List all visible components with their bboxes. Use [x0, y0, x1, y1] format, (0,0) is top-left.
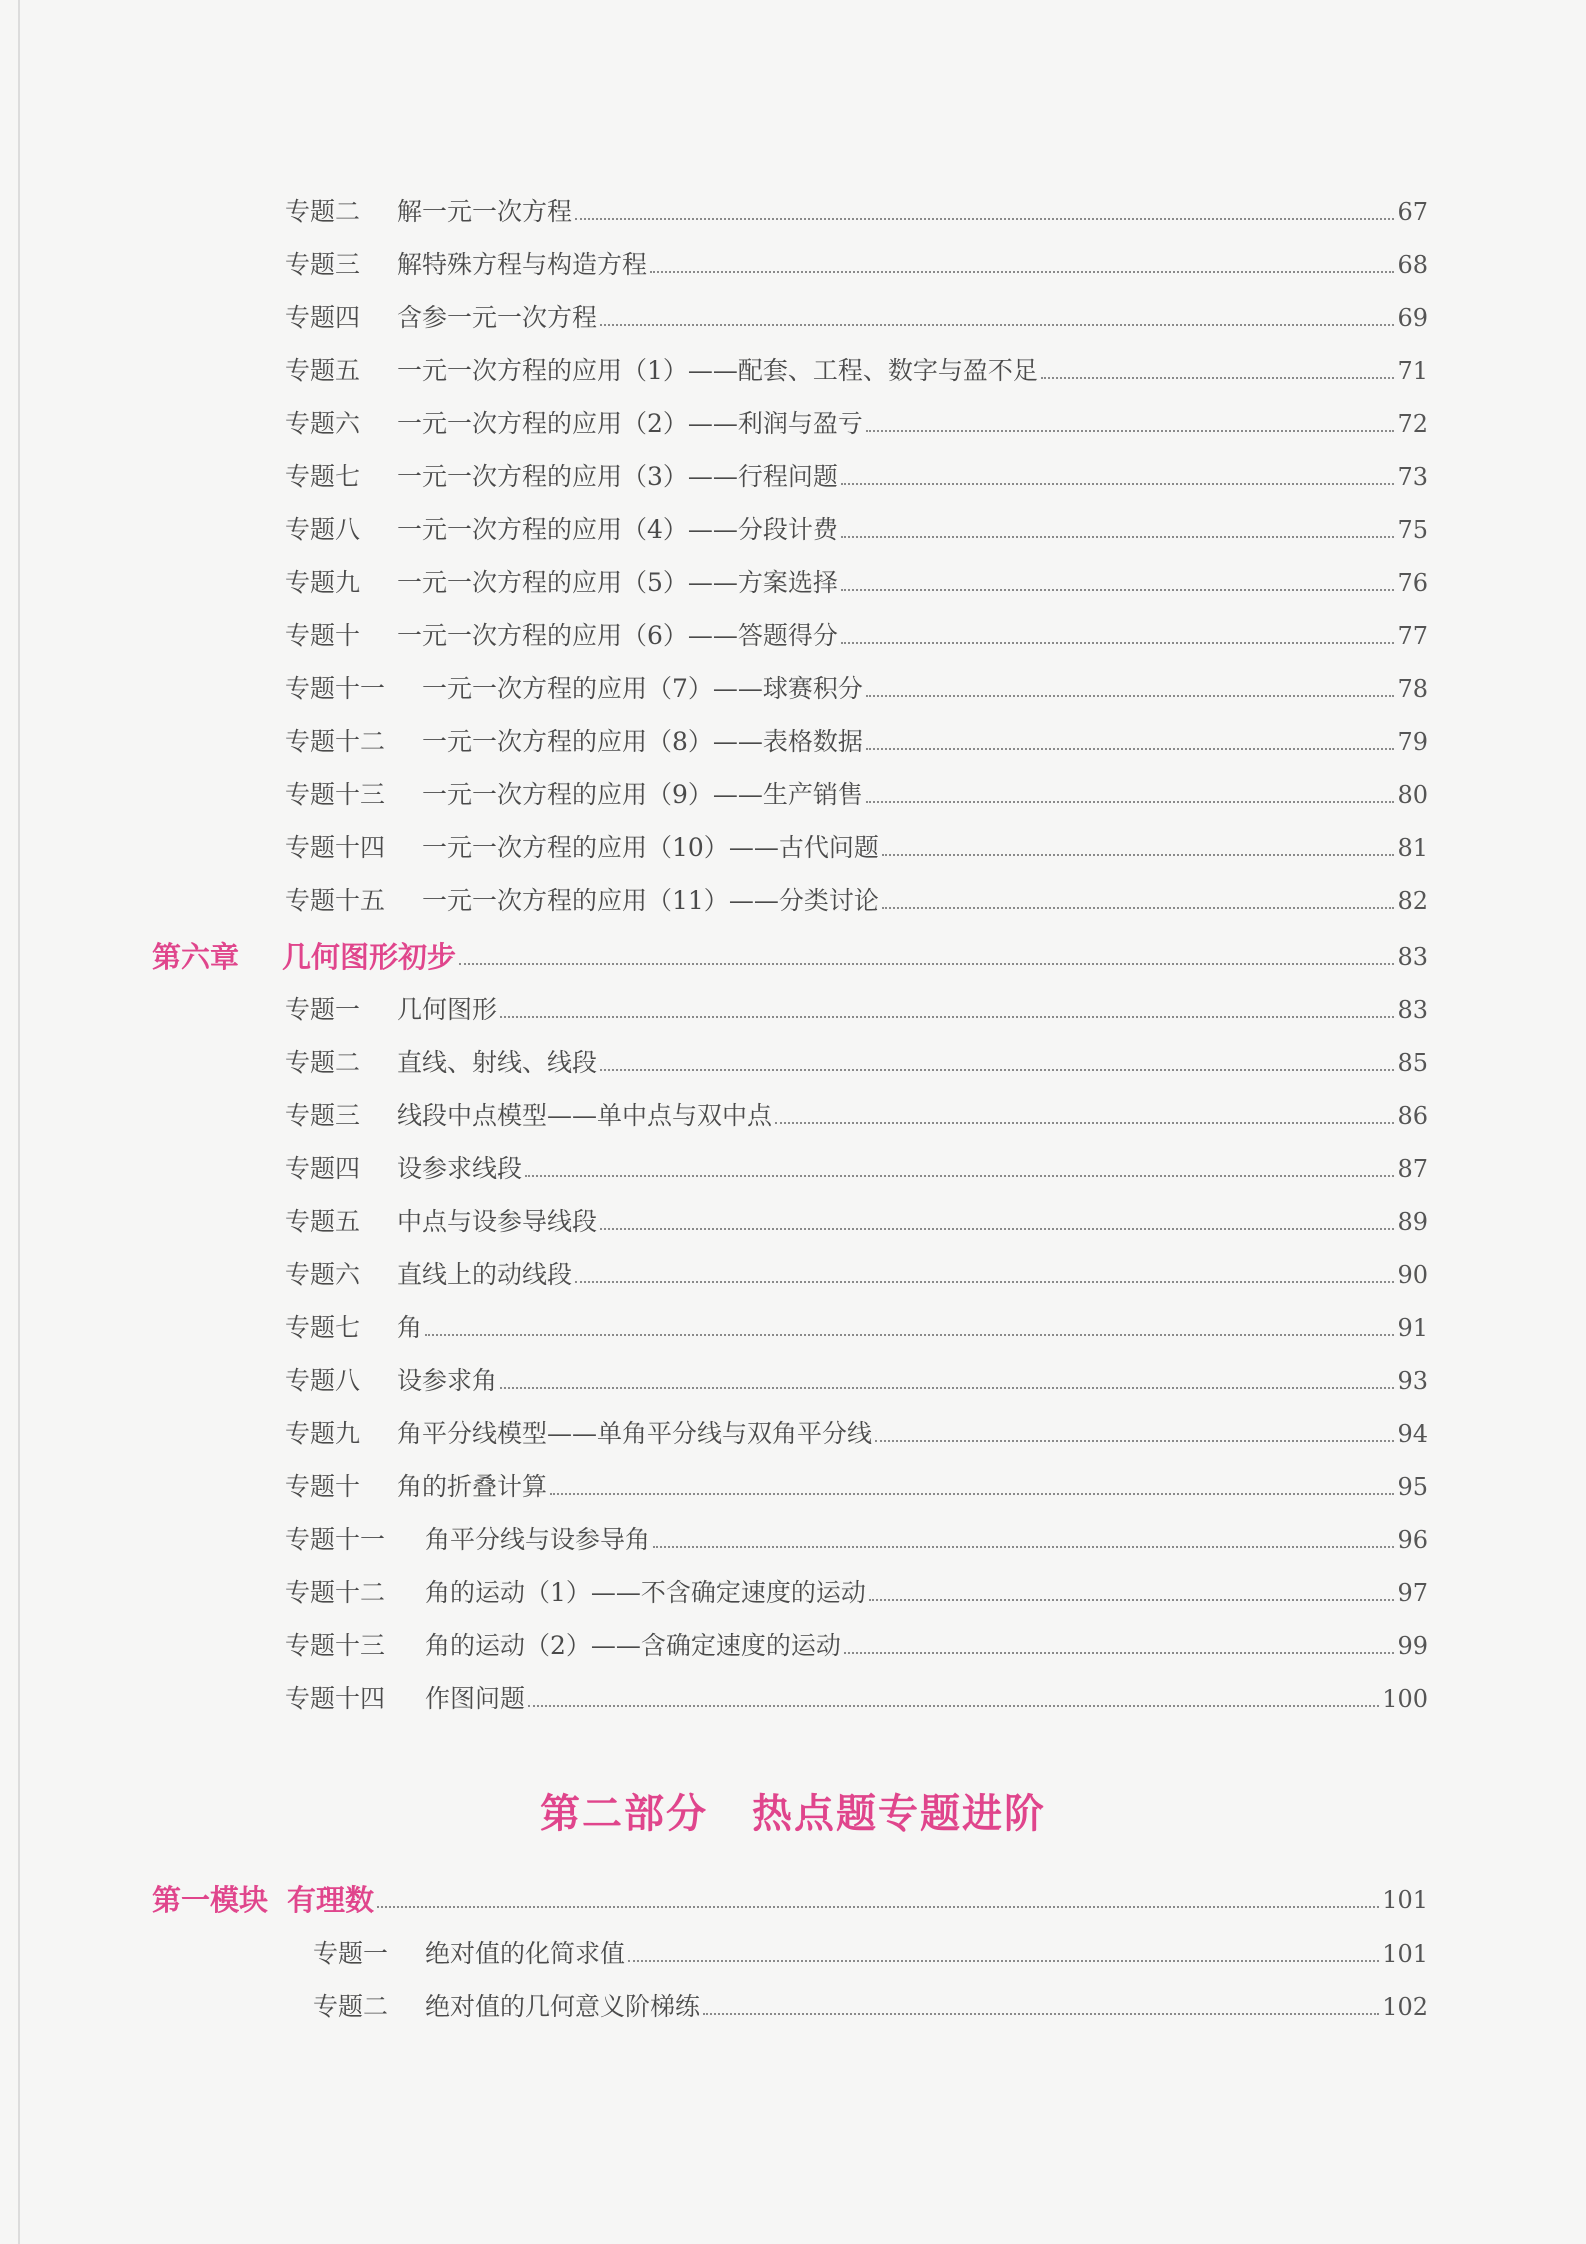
entry-page-number: 77	[1397, 622, 1428, 650]
entry-page-number: 96	[1397, 1526, 1428, 1554]
entry-code: 专题二	[313, 1992, 389, 2021]
entry-code: 专题十一	[285, 674, 386, 703]
dot-leader	[882, 907, 1395, 909]
dot-leader	[775, 1122, 1394, 1124]
dot-leader	[841, 589, 1395, 591]
entry-title: 一元一次方程的应用（11）——分类讨论	[422, 886, 879, 915]
entry-page-number: 71	[1397, 357, 1428, 385]
toc-entry[interactable]	[285, 617, 1428, 651]
entry-page-number: 100	[1382, 1685, 1428, 1713]
dot-leader	[600, 1228, 1394, 1230]
entry-code: 专题十	[285, 621, 361, 650]
entry-page-number: 91	[1397, 1314, 1428, 1342]
entry-title: 角的运动（2）——含确定速度的运动	[425, 1631, 841, 1660]
toc-entry[interactable]	[285, 829, 1428, 863]
toc-entry[interactable]	[285, 564, 1428, 598]
entry-code: 专题七	[285, 1313, 361, 1342]
dot-leader	[628, 1960, 1379, 1962]
entry-title: 角的运动（1）——不含确定速度的运动	[425, 1578, 866, 1607]
dot-leader	[425, 1334, 1394, 1336]
entry-title: 绝对值的几何意义阶梯练	[425, 1992, 701, 2021]
entry-code: 专题一	[313, 1939, 389, 1968]
entry-page-number: 75	[1397, 516, 1428, 544]
entry-title: 一元一次方程的应用（5）——方案选择	[397, 568, 838, 597]
dot-leader	[528, 1705, 1379, 1707]
toc-entry[interactable]	[285, 1309, 1428, 1343]
toc-entry[interactable]	[285, 991, 1428, 1025]
entry-code: 专题四	[285, 1154, 361, 1183]
entry-page-number: 73	[1397, 463, 1428, 491]
entry-code: 专题五	[285, 1207, 361, 1236]
dot-leader	[575, 218, 1394, 220]
toc-entry[interactable]	[285, 1150, 1428, 1184]
entry-page-number: 97	[1397, 1579, 1428, 1607]
toc-entry[interactable]	[285, 1362, 1428, 1396]
entry-page-number: 67	[1397, 198, 1428, 226]
toc-entry[interactable]	[285, 1203, 1428, 1237]
dot-leader	[866, 748, 1395, 750]
toc-entry[interactable]	[285, 670, 1428, 704]
dot-leader	[875, 1440, 1394, 1442]
entry-page-number: 82	[1397, 887, 1428, 915]
toc-heading-row[interactable]	[152, 1875, 1428, 1915]
entry-code: 专题六	[285, 1260, 361, 1289]
entry-code: 专题四	[285, 303, 361, 332]
entry-title: 一元一次方程的应用（7）——球赛积分	[422, 674, 863, 703]
toc-entry[interactable]	[285, 1415, 1428, 1449]
entry-title: 解特殊方程与构造方程	[397, 250, 648, 279]
entry-title: 绝对值的化简求值	[425, 1939, 626, 1968]
entry-title: 直线上的动线段	[397, 1260, 573, 1289]
dot-leader	[841, 642, 1395, 644]
toc-entry[interactable]	[285, 882, 1428, 916]
entry-title: 线段中点模型——单中点与双中点	[397, 1101, 773, 1130]
entry-code: 专题十四	[285, 833, 386, 862]
toc-entry[interactable]	[285, 1680, 1428, 1714]
dot-leader	[600, 324, 1394, 326]
entry-code: 专题一	[285, 995, 361, 1024]
toc-entry[interactable]	[285, 246, 1428, 280]
entry-code: 专题三	[285, 1101, 361, 1130]
entry-page-number: 101	[1382, 1886, 1428, 1914]
dot-leader	[703, 2013, 1379, 2015]
toc-heading-row[interactable]	[152, 932, 1428, 972]
toc-entry[interactable]	[285, 193, 1428, 227]
toc-entry[interactable]	[285, 1044, 1428, 1078]
entry-code: 专题九	[285, 1419, 361, 1448]
dot-leader	[525, 1175, 1394, 1177]
entry-code: 第六章	[152, 940, 240, 974]
entry-code: 专题七	[285, 462, 361, 491]
entry-page-number: 101	[1382, 1940, 1428, 1968]
dot-leader	[869, 1599, 1395, 1601]
entry-title: 直线、射线、线段	[397, 1048, 598, 1077]
toc-entry[interactable]	[313, 1988, 1428, 2022]
entry-title: 一元一次方程的应用（1）——配套、工程、数字与盈不足	[397, 356, 1038, 385]
dot-leader	[841, 483, 1395, 485]
entry-title: 一元一次方程的应用（8）——表格数据	[422, 727, 863, 756]
entry-title: 设参求角	[397, 1366, 498, 1395]
entry-code: 专题八	[285, 515, 361, 544]
dot-leader	[841, 536, 1395, 538]
entry-page-number: 89	[1397, 1208, 1428, 1236]
entry-page-number: 102	[1382, 1993, 1428, 2021]
entry-code: 专题十二	[285, 1578, 386, 1607]
part-two-heading	[0, 1782, 1586, 1839]
entry-title: 作图问题	[425, 1684, 526, 1713]
toc-entry[interactable]	[285, 458, 1428, 492]
dot-leader	[500, 1016, 1394, 1018]
entry-code: 专题十二	[285, 727, 386, 756]
dot-leader	[600, 1069, 1394, 1071]
entry-title: 角平分线模型——单角平分线与双角平分线	[397, 1419, 873, 1448]
toc-entry[interactable]	[285, 723, 1428, 757]
dot-leader	[459, 963, 1394, 965]
entry-page-number: 83	[1397, 943, 1428, 971]
entry-code: 专题二	[285, 1048, 361, 1077]
entry-title: 含参一元一次方程	[397, 303, 598, 332]
toc-entry[interactable]	[285, 352, 1428, 386]
entry-title: 一元一次方程的应用（4）——分段计费	[397, 515, 838, 544]
dot-leader	[653, 1546, 1394, 1548]
entry-code: 专题二	[285, 197, 361, 226]
toc-entry[interactable]	[285, 776, 1428, 810]
dot-leader	[500, 1387, 1394, 1389]
toc-entry[interactable]	[285, 1627, 1428, 1661]
toc-entry[interactable]	[285, 511, 1428, 545]
entry-code: 专题十五	[285, 886, 386, 915]
entry-page-number: 83	[1397, 996, 1428, 1024]
entry-page-number: 69	[1397, 304, 1428, 332]
entry-page-number: 94	[1397, 1420, 1428, 1448]
entry-page-number: 87	[1397, 1155, 1428, 1183]
entry-code: 专题九	[285, 568, 361, 597]
dot-leader	[866, 801, 1395, 803]
dot-leader	[1041, 377, 1395, 379]
dot-leader	[377, 1906, 1379, 1908]
entry-code: 专题三	[285, 250, 361, 279]
toc-entry[interactable]	[285, 1097, 1428, 1131]
entry-page-number: 99	[1397, 1632, 1428, 1660]
entry-title: 解一元一次方程	[397, 197, 573, 226]
entry-code: 专题十一	[285, 1525, 386, 1554]
entry-page-number: 79	[1397, 728, 1428, 756]
entry-title: 有理数	[287, 1883, 375, 1917]
entry-title: 角平分线与设参导角	[425, 1525, 651, 1554]
entry-title: 一元一次方程的应用（3）——行程问题	[397, 462, 838, 491]
toc-entry[interactable]	[285, 1574, 1428, 1608]
entry-title: 中点与设参导线段	[397, 1207, 598, 1236]
dot-leader	[866, 430, 1395, 432]
entry-page-number: 68	[1397, 251, 1428, 279]
entry-title: 一元一次方程的应用（10）——古代问题	[422, 833, 879, 862]
entry-title: 角	[397, 1313, 423, 1342]
entry-page-number: 90	[1397, 1261, 1428, 1289]
entry-page-number: 86	[1397, 1102, 1428, 1130]
entry-code: 专题八	[285, 1366, 361, 1395]
dot-leader	[866, 695, 1395, 697]
dot-leader	[844, 1652, 1395, 1654]
entry-page-number: 78	[1397, 675, 1428, 703]
entry-code: 专题十三	[285, 780, 386, 809]
dot-leader	[650, 271, 1394, 273]
entry-page-number: 93	[1397, 1367, 1428, 1395]
toc-entry[interactable]	[285, 1521, 1428, 1555]
entry-title: 几何图形	[397, 995, 498, 1024]
entry-title: 设参求线段	[397, 1154, 523, 1183]
entry-page-number: 80	[1397, 781, 1428, 809]
entry-page-number: 95	[1397, 1473, 1428, 1501]
dot-leader	[575, 1281, 1394, 1283]
part-two-label: 第二部分	[540, 1790, 708, 1837]
entry-code: 专题六	[285, 409, 361, 438]
dot-leader	[882, 854, 1395, 856]
entry-page-number: 85	[1397, 1049, 1428, 1077]
dot-leader	[550, 1493, 1394, 1495]
entry-title: 几何图形初步	[282, 940, 457, 974]
entry-title: 一元一次方程的应用（2）——利润与盈亏	[397, 409, 863, 438]
entry-code: 专题十三	[285, 1631, 386, 1660]
entry-code: 第一模块	[152, 1883, 269, 1917]
toc-entry[interactable]	[285, 405, 1428, 439]
entry-title: 角的折叠计算	[397, 1472, 548, 1501]
toc-entry[interactable]	[313, 1935, 1428, 1969]
entry-title: 一元一次方程的应用（9）——生产销售	[422, 780, 863, 809]
entry-code: 专题十	[285, 1472, 361, 1501]
entry-page-number: 72	[1397, 410, 1428, 438]
toc-entry[interactable]	[285, 1468, 1428, 1502]
entry-page-number: 76	[1397, 569, 1428, 597]
entry-title: 一元一次方程的应用（6）——答题得分	[397, 621, 838, 650]
entry-code: 专题五	[285, 356, 361, 385]
entry-code: 专题十四	[285, 1684, 386, 1713]
entry-page-number: 81	[1397, 834, 1428, 862]
toc-entry[interactable]	[285, 299, 1428, 333]
part-two-title: 热点题专题进阶	[752, 1790, 1046, 1837]
toc-entry[interactable]	[285, 1256, 1428, 1290]
